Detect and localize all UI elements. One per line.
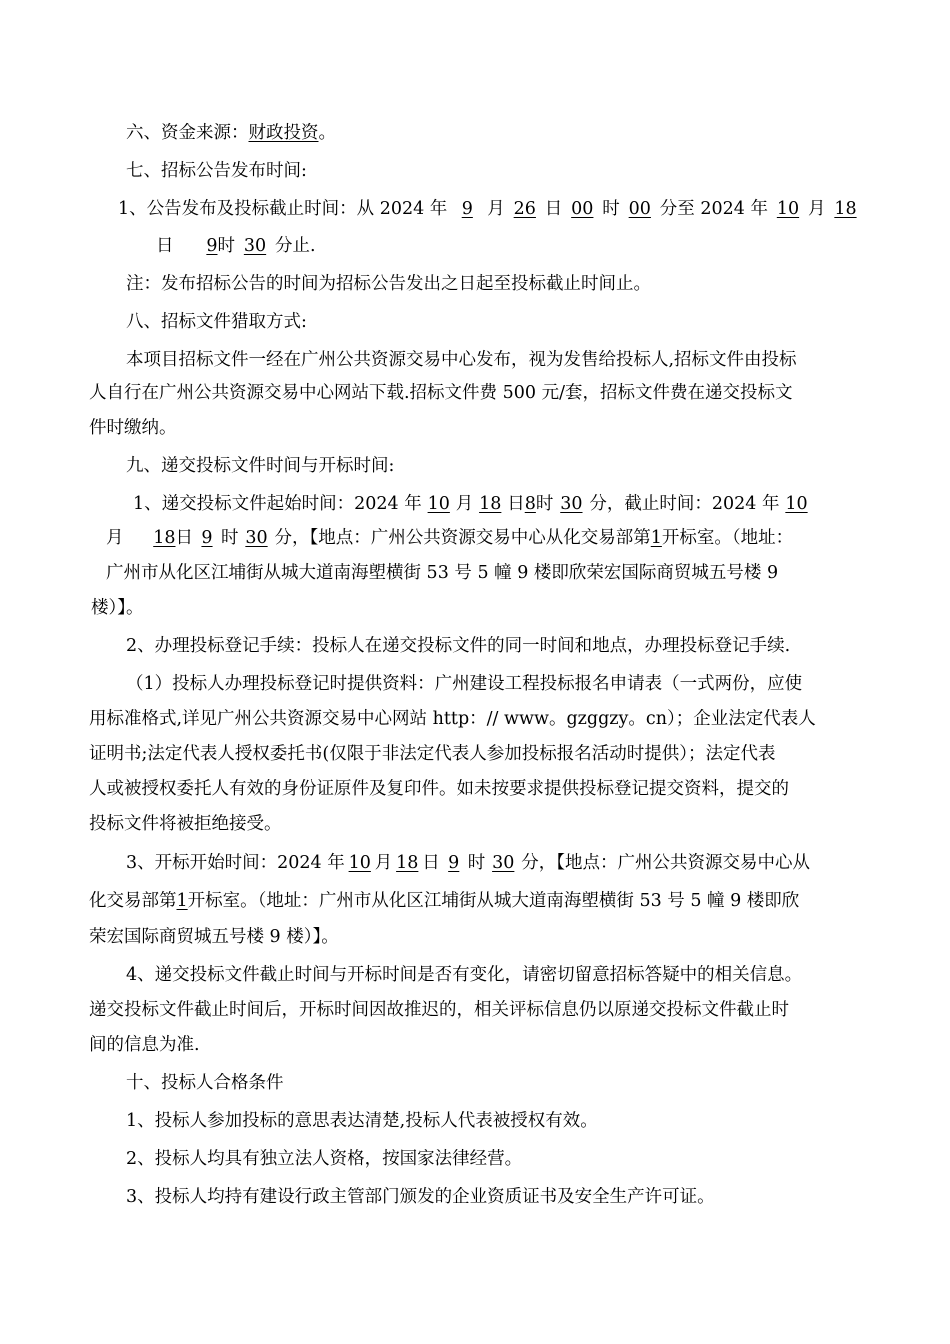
submit-start-minute: 30 xyxy=(560,494,583,514)
unit-day: 日 xyxy=(422,853,440,873)
start-month: 9 xyxy=(461,199,473,219)
bid-submit-address-end: 楼）】。 xyxy=(91,598,144,618)
time-change-line-2: 递交投标文件截止时间后，开标时间因故推迟的，相关评标信息仍以原递交投标文件截止时 xyxy=(89,1000,789,1020)
bid-opening-prefix: 3、开标开始时间：2024 年 xyxy=(126,853,345,873)
deadline-label: 分，截止时间：2024 年 xyxy=(589,494,780,514)
unit-day-2: 日 xyxy=(175,528,193,548)
section-6-end: 。 xyxy=(318,123,336,143)
unit-hour-2: 时 xyxy=(217,236,235,256)
opening-day: 18 xyxy=(396,853,419,873)
section-8-heading: 八、招标文件猎取方式: xyxy=(126,312,307,332)
location-label: 分，【地点：广州公共资源交易中心从化交易部第 xyxy=(274,528,651,548)
announcement-time-prefix: 1、公告发布及投标截止时间：从 2024 年 xyxy=(118,199,448,219)
unit-hour-2: 时 xyxy=(221,528,239,548)
end-hour: 9 xyxy=(206,236,218,256)
bid-submit-address-line: 广州市从化区江埔街从城大道南海塱横街 53 号 5 幢 9 楼即欣荣宏国际商贸城五号楼 9 xyxy=(106,563,779,583)
registration-sub-line-4: 人或被授权委托人有效的身份证原件及复印件。如未按要求提供投标登记提交资料，提交的 xyxy=(89,779,789,799)
announcement-time-line xyxy=(118,197,865,221)
opening-room-number: 1 xyxy=(176,891,188,911)
end-day: 18 xyxy=(834,199,857,219)
unit-month: 月 xyxy=(455,494,474,514)
time-change-line-3: 间的信息为准. xyxy=(89,1035,200,1055)
unit-month: 月 xyxy=(374,853,393,873)
deadline-hour: 9 xyxy=(201,528,213,548)
room-number: 1 xyxy=(650,528,662,548)
text-to-2024: 分至 2024 年 xyxy=(659,199,768,219)
section-7-heading: 七、招标公告发布时间: xyxy=(126,161,307,181)
unit-day: 日 xyxy=(544,199,563,219)
text-end: 分止. xyxy=(275,236,316,256)
opening-hour: 9 xyxy=(448,853,460,873)
submit-start-hour: 8 xyxy=(524,494,536,514)
registration-sub-line-2: 用标准格式,详见广州公共资源交易中心网站 http：// www。gzggzy。cn）；企业法定代表人 xyxy=(89,709,816,729)
announcement-note: 注：发布招标公告的时间为招标公告发出之日起至投标截止时间止。 xyxy=(126,274,651,294)
unit-hour: 时 xyxy=(467,853,486,873)
registration-item: 2、办理投标登记手续：投标人在递交投标文件的同一时间和地点，办理投标登记手续. xyxy=(126,636,791,656)
registration-sub-line-1: （1）投标人办理投标登记时提供资料：广州建设工程投标报名申请表（一式两份，应使 xyxy=(126,674,803,694)
unit-month: 月 xyxy=(487,199,505,219)
submit-start-day: 18 xyxy=(479,494,502,514)
registration-sub-line-5: 投标文件将被拒绝接受。 xyxy=(89,814,282,834)
address-label: 开标室。（地址： xyxy=(661,528,794,548)
registration-sub-line-3: 证明书;法定代表人授权委托书(仅限于非法定代表人参加投标报名活动时提供）；法定代表 xyxy=(89,744,776,764)
opening-room-prefix: 化交易部第 xyxy=(89,891,177,911)
bid-opening-time-line-1 xyxy=(126,851,810,875)
unit-day: 日 xyxy=(507,494,525,514)
submit-start-month: 10 xyxy=(427,494,450,514)
qualification-item-3: 3、投标人均持有建设行政主管部门颁发的企业资质证书及安全生产许可证。 xyxy=(126,1187,715,1207)
time-change-line-1: 4、递交投标文件截止时间与开标时间是否有变化，请密切留意招标答疑中的相关信息。 xyxy=(126,965,803,985)
unit-day-2: 日 xyxy=(156,236,174,256)
unit-month-2: 月 xyxy=(106,528,124,548)
opening-address: 开标室。（地址：广州市从化区江埔街从城大道南海塱横街 53 号 5 幢 9 楼即欣 xyxy=(187,891,800,911)
unit-hour: 时 xyxy=(602,199,620,219)
fund-source-value: 财政投资 xyxy=(248,123,319,143)
end-month: 10 xyxy=(776,199,800,219)
bid-submit-prefix: 1、递交投标文件起始时间：2024 年 xyxy=(133,494,422,514)
section-8-line-3: 件时缴纳。 xyxy=(89,418,177,438)
unit-hour: 时 xyxy=(535,494,554,514)
section-6-label: 六、资金来源： xyxy=(126,123,249,143)
start-minute: 00 xyxy=(628,199,651,219)
announcement-time-line-2 xyxy=(156,234,316,258)
section-10-heading: 十、投标人合格条件 xyxy=(126,1073,284,1093)
deadline-day: 18 xyxy=(153,528,176,548)
bid-opening-address-end: 荣宏国际商贸城五号楼 9 楼）】。 xyxy=(89,927,339,947)
deadline-minute: 30 xyxy=(245,528,268,548)
qualification-item-2: 2、投标人均具有独立法人资格，按国家法律经营。 xyxy=(126,1149,523,1169)
start-day: 26 xyxy=(513,199,536,219)
opening-location-label: 分，【地点：广州公共资源交易中心从 xyxy=(521,853,810,873)
bid-submit-time-line-1 xyxy=(133,492,813,516)
opening-month: 10 xyxy=(348,853,371,873)
section-6-line xyxy=(126,121,336,145)
bid-submit-time-line-2 xyxy=(106,526,793,550)
unit-month-2: 月 xyxy=(807,199,826,219)
qualification-item-1: 1、投标人参加投标的意思表达清楚,投标人代表被授权有效。 xyxy=(126,1111,598,1131)
deadline-month: 10 xyxy=(785,494,808,514)
section-8-line-2: 人自行在广州公共资源交易中心网站下载.招标文件费 500 元/套，招标文件费在递交投标文 xyxy=(89,383,793,403)
section-9-heading: 九、递交投标文件时间与开标时间: xyxy=(126,456,395,476)
opening-minute: 30 xyxy=(492,853,515,873)
bid-opening-time-line-2 xyxy=(89,889,799,913)
start-hour: 00 xyxy=(571,199,594,219)
section-8-line-1: 本项目招标文件一经在广州公共资源交易中心发布，视为发售给投标人,招标文件由投标 xyxy=(126,350,797,370)
end-minute: 30 xyxy=(243,236,267,256)
